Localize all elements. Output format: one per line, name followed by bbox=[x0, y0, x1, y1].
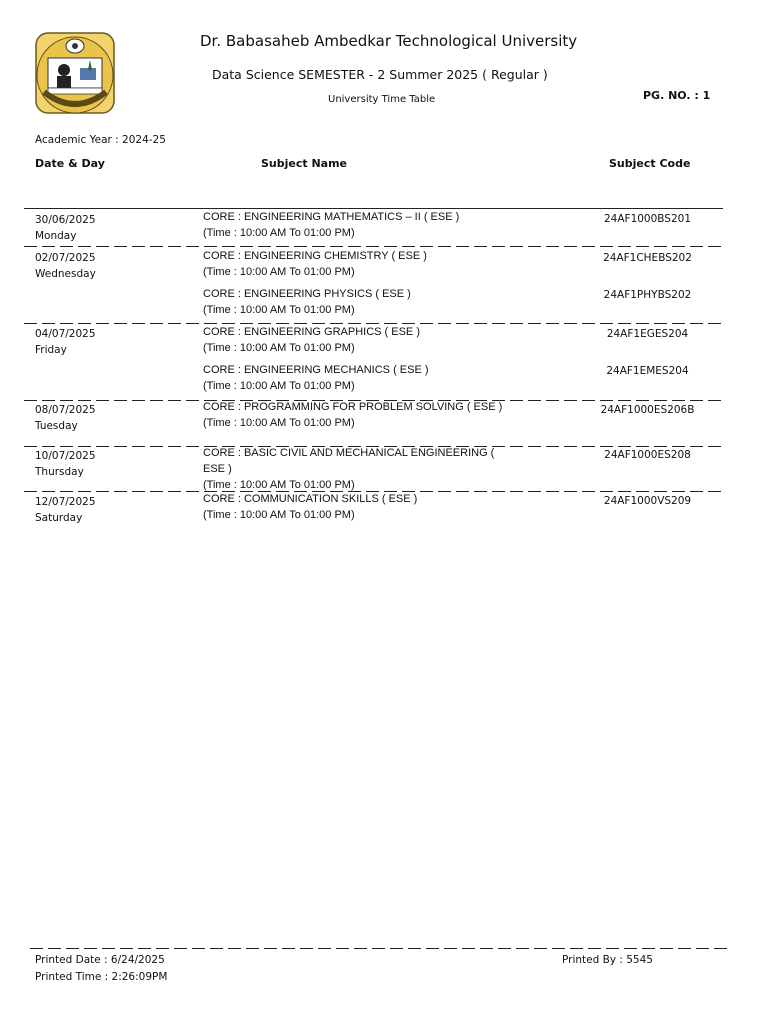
exam-date: 10/07/2025 bbox=[35, 450, 96, 462]
table-row-subject bbox=[203, 286, 508, 318]
printed-time: Printed Time : 2:26:09PM bbox=[35, 971, 168, 983]
exam-day: Monday bbox=[35, 230, 77, 242]
exam-time: (Time : 10:00 AM To 01:00 PM) bbox=[203, 304, 355, 316]
academic-year: Academic Year : 2024-25 bbox=[35, 134, 166, 146]
table-row-date bbox=[35, 326, 96, 358]
table-row-subject bbox=[203, 491, 508, 523]
printed-by: Printed By : 5545 bbox=[562, 954, 653, 966]
printed-date: Printed Date : 6/24/2025 bbox=[35, 954, 165, 966]
table-row-subject bbox=[203, 209, 508, 241]
subject-name: CORE : ENGINEERING MATHEMATICS – II ( ESE ) bbox=[203, 211, 460, 223]
column-header-subject: Subject Name bbox=[261, 157, 348, 170]
exam-date: 08/07/2025 bbox=[35, 404, 96, 416]
exam-time: (Time : 10:00 AM To 01:00 PM) bbox=[203, 509, 355, 521]
subject-name: CORE : ENGINEERING CHEMISTRY ( ESE ) bbox=[203, 250, 427, 262]
page-number: PG. NO. : 1 bbox=[643, 89, 711, 102]
subject-code: 24AF1000BS201 bbox=[603, 213, 692, 225]
table-row-date bbox=[35, 212, 96, 244]
subject-code: 24AF1EGES204 bbox=[606, 328, 689, 340]
subject-code: 24AF1EMES204 bbox=[606, 365, 689, 377]
table-row-subject bbox=[203, 324, 508, 356]
exam-time: (Time : 10:00 AM To 01:00 PM) bbox=[203, 266, 355, 278]
exam-date: 02/07/2025 bbox=[35, 252, 96, 264]
exam-day: Saturday bbox=[35, 512, 83, 524]
university-name: Dr. Babasaheb Ambedkar Technological University bbox=[200, 32, 578, 50]
exam-time: (Time : 10:00 AM To 01:00 PM) bbox=[203, 380, 355, 392]
column-header-code: Subject Code bbox=[609, 157, 691, 170]
exam-time: (Time : 10:00 AM To 01:00 PM) bbox=[203, 417, 355, 429]
table-row-subject bbox=[203, 445, 508, 493]
exam-day: Thursday bbox=[35, 466, 84, 478]
subject-name: CORE : PROGRAMMING FOR PROBLEM SOLVING ( ESE ) bbox=[203, 401, 503, 413]
subject-name: CORE : BASIC CIVIL AND MECHANICAL ENGINEERING ( ESE ) bbox=[203, 447, 495, 475]
exam-title: Data Science SEMESTER - 2 Summer 2025 ( Regular ) bbox=[212, 67, 548, 82]
subject-code: 24AF1PHYBS202 bbox=[603, 289, 692, 301]
row-divider bbox=[24, 246, 723, 247]
table-row-date bbox=[35, 250, 96, 282]
subject-code: 24AF1000ES208 bbox=[604, 449, 691, 461]
subject-code: 24AF1000VS209 bbox=[603, 495, 692, 507]
subject-code: 24AF1000ES206B bbox=[600, 404, 695, 416]
subject-name: CORE : ENGINEERING MECHANICS ( ESE ) bbox=[203, 364, 429, 376]
exam-date: 30/06/2025 bbox=[35, 214, 96, 226]
exam-date: 04/07/2025 bbox=[35, 328, 96, 340]
table-row-subject bbox=[203, 362, 508, 394]
exam-date: 12/07/2025 bbox=[35, 496, 96, 508]
table-row-subject bbox=[203, 399, 508, 431]
exam-time: (Time : 10:00 AM To 01:00 PM) bbox=[203, 479, 355, 491]
subject-name: CORE : COMMUNICATION SKILLS ( ESE ) bbox=[203, 493, 418, 505]
exam-time: (Time : 10:00 AM To 01:00 PM) bbox=[203, 227, 355, 239]
exam-day: Friday bbox=[35, 344, 67, 356]
footer-divider bbox=[30, 948, 728, 949]
table-row-date bbox=[35, 402, 96, 434]
subject-name: CORE : ENGINEERING PHYSICS ( ESE ) bbox=[203, 288, 411, 300]
exam-day: Tuesday bbox=[35, 420, 78, 432]
table-row-date bbox=[35, 448, 96, 480]
subject-code: 24AF1CHEBS202 bbox=[603, 252, 692, 264]
exam-day: Wednesday bbox=[35, 268, 96, 280]
subject-name: CORE : ENGINEERING GRAPHICS ( ESE ) bbox=[203, 326, 420, 338]
document-type: University Time Table bbox=[328, 94, 436, 105]
column-header-date: Date & Day bbox=[35, 157, 105, 170]
exam-time: (Time : 10:00 AM To 01:00 PM) bbox=[203, 342, 355, 354]
table-row-date bbox=[35, 494, 96, 526]
university-seal-icon bbox=[30, 30, 120, 116]
table-row-subject bbox=[203, 248, 508, 280]
